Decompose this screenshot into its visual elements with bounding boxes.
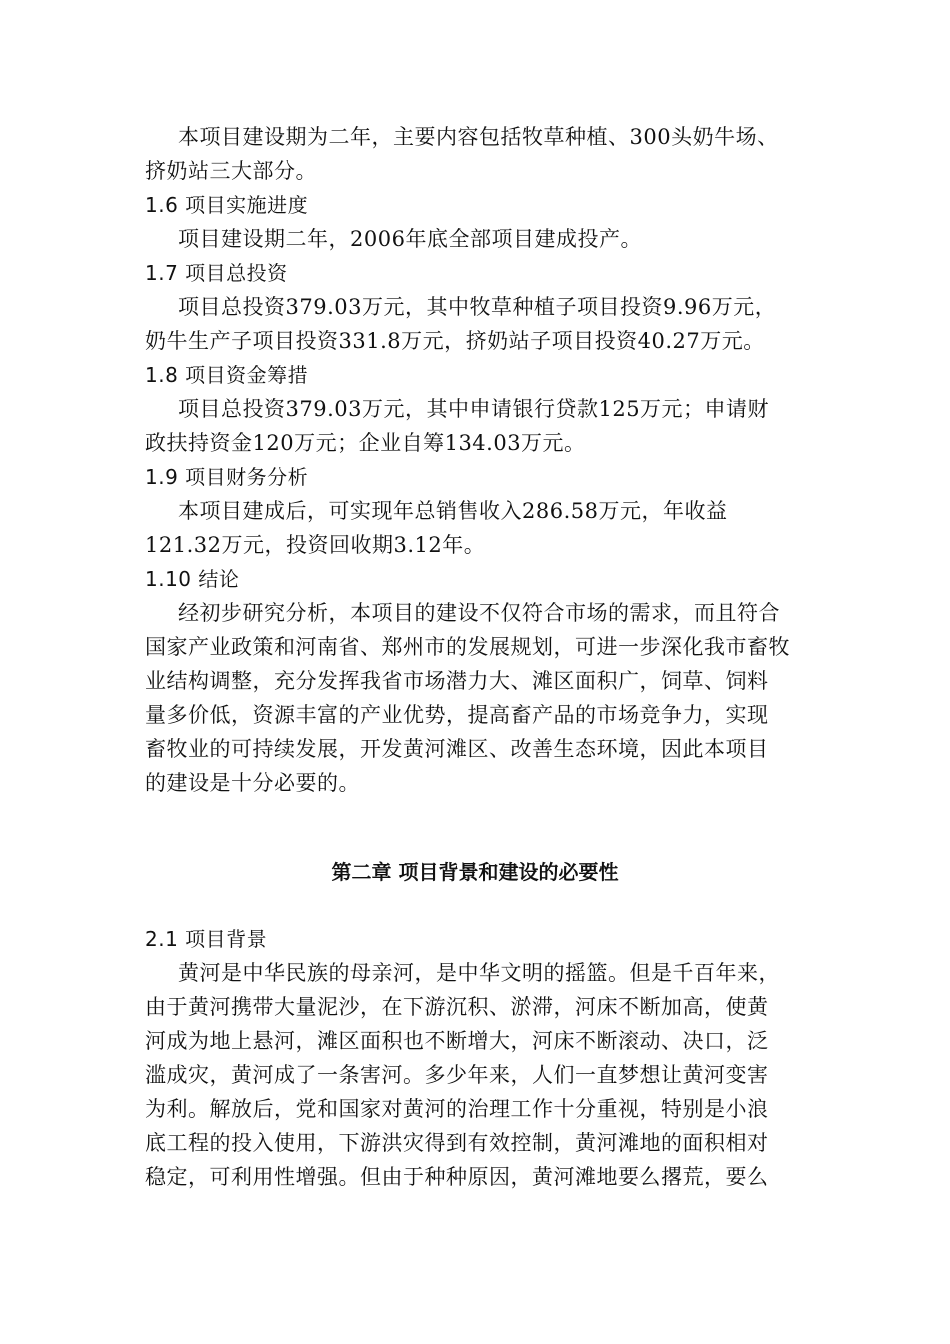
paragraph-line: 底工程的投入使用，下游洪灾得到有效控制，黄河滩地的面积相对	[145, 1131, 769, 1155]
paragraph-line: 的建设是十分必要的。	[145, 771, 360, 795]
paragraph-line: 量多价低，资源丰富的产业优势，提高畜产品的市场竞争力，实现	[145, 703, 769, 727]
paragraph-line: 奶牛生产子项目投资331.8万元，挤奶站子项目投资40.27万元。	[145, 329, 765, 353]
section-heading: 1.8 项目资金筹措	[145, 363, 309, 387]
chapter-title: 第二章 项目背景和建设的必要性	[331, 860, 619, 884]
section-heading: 1.7 项目总投资	[145, 261, 288, 285]
paragraph-line: 项目总投资379.03万元，其中申请银行贷款125万元；申请财	[178, 397, 770, 421]
paragraph-line: 为利。解放后，党和国家对黄河的治理工作十分重视，特别是小浪	[145, 1097, 769, 1121]
paragraph-line: 121.32万元，投资回收期3.12年。	[145, 533, 486, 557]
paragraph-line: 滥成灾，黄河成了一条害河。多少年来，人们一直梦想让黄河变害	[145, 1063, 769, 1087]
section-heading: 1.10 结论	[145, 567, 240, 591]
paragraph-line: 挤奶站三大部分。	[145, 159, 317, 183]
section-heading: 1.9 项目财务分析	[145, 465, 309, 489]
paragraph-line: 业结构调整，充分发挥我省市场潜力大、滩区面积广，饲草、饲料	[145, 669, 769, 693]
paragraph-line: 政扶持资金120万元；企业自筹134.03万元。	[145, 431, 586, 455]
paragraph-line: 本项目建设期为二年，主要内容包括牧草种植、300头奶牛场、	[178, 125, 779, 149]
paragraph-line: 本项目建成后，可实现年总销售收入286.58万元，年收益	[178, 499, 728, 523]
paragraph-line: 河成为地上悬河，滩区面积也不断增大，河床不断滚动、决口，泛	[145, 1029, 769, 1053]
paragraph-line: 畜牧业的可持续发展，开发黄河滩区、改善生态环境，因此本项目	[145, 737, 769, 761]
paragraph-line: 项目总投资379.03万元，其中牧草种植子项目投资9.96万元，	[178, 295, 777, 319]
paragraph-line: 黄河是中华民族的母亲河，是中华文明的摇篮。但是千百年来，	[178, 961, 780, 985]
paragraph-line: 国家产业政策和河南省、郑州市的发展规划，可进一步深化我市畜牧	[145, 635, 790, 659]
paragraph-line: 项目建设期二年，2006年底全部项目建成投产。	[178, 227, 642, 251]
paragraph-line: 稳定，可利用性增强。但由于种种原因，黄河滩地要么撂荒，要么	[145, 1165, 769, 1189]
section-heading: 1.6 项目实施进度	[145, 193, 309, 217]
paragraph-line: 由于黄河携带大量泥沙，在下游沉积、淤滞，河床不断加高，使黄	[145, 995, 769, 1019]
section-heading: 2.1 项目背景	[145, 927, 268, 951]
paragraph-line: 经初步研究分析，本项目的建设不仅符合市场的需求，而且符合	[178, 601, 780, 625]
